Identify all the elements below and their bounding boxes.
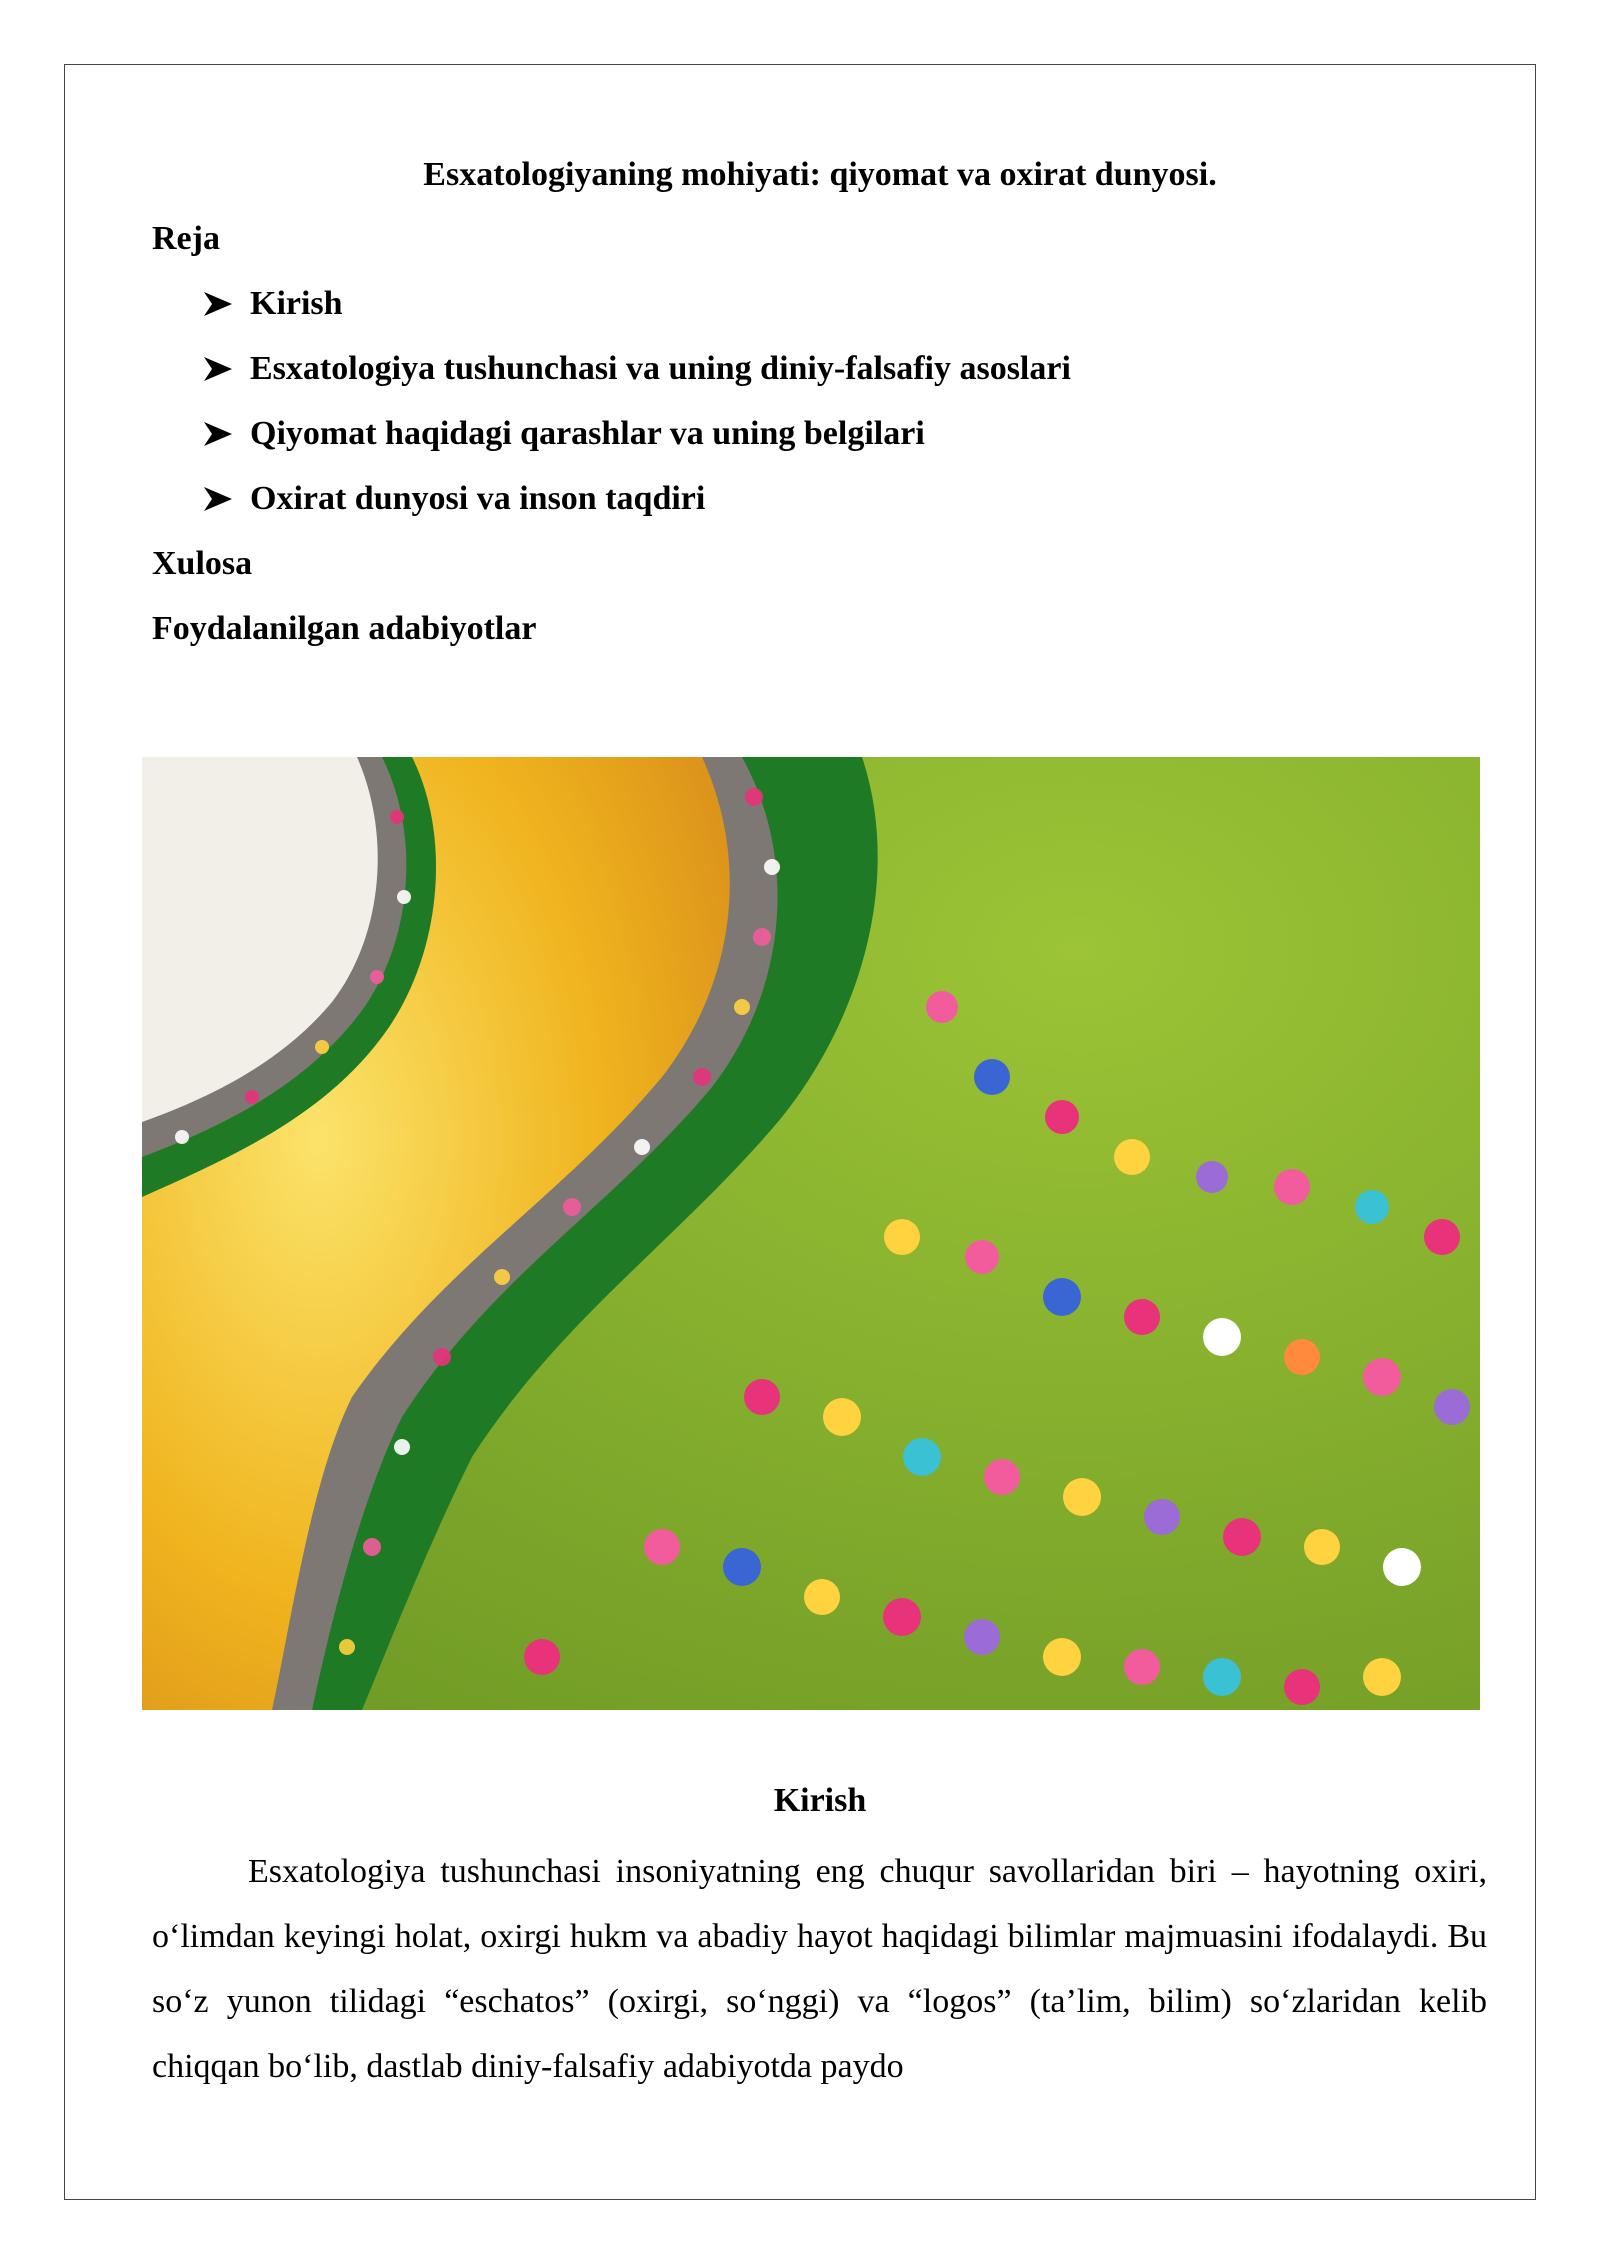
arrowhead-bullet-icon [200,289,236,319]
plan-item-concept [200,344,1071,394]
plan-heading: Reja [152,220,220,257]
section-title-intro: Kirish [773,1782,867,1819]
garden-painting [142,757,1480,1710]
document-title: Esxatologiyaning mohiyati: qiyomat va oxirat dunyosi. [423,156,1217,193]
arrowhead-bullet-icon [200,419,236,449]
plan-item-label: Esxatologiya tushunchasi va uning diniy-falsafiy asoslari [250,350,1071,387]
garden-illustration [142,757,1480,1710]
plan-item-afterlife [200,474,705,524]
conclusion-heading: Xulosa [152,545,253,582]
plan-item-label: Oxirat dunyosi va inson taqdiri [250,480,706,517]
plan-item-doomsday [200,409,925,459]
intro-paragraph: Esxatologiya tushunchasi insoniyatning eng chuqur savollaridan biri – hayotning oxiri, o‘limdan keyingi holat, oxirgi hukm va abadiy hayot haqidagi bilimlar majmuasini ifodalaydi. Bu so‘z yunon tilidagi “eschatos” (oxirgi, so‘nggi) va “logos” (ta’lim, bilim) so‘zlaridan kelib chiqqan bo‘lib, dastlab diniy-falsafiy adabiyotda paydo [152,1853,1487,2085]
plan-item-label: Qiyomat haqidagi qarashlar va uning belgilari [250,415,925,452]
arrowhead-bullet-icon [200,354,236,384]
references-heading: Foydalanilgan adabiyotlar [152,610,537,647]
plan-item-label: Kirish [250,285,343,322]
plan-item-intro [200,279,343,329]
arrowhead-bullet-icon [200,484,236,514]
